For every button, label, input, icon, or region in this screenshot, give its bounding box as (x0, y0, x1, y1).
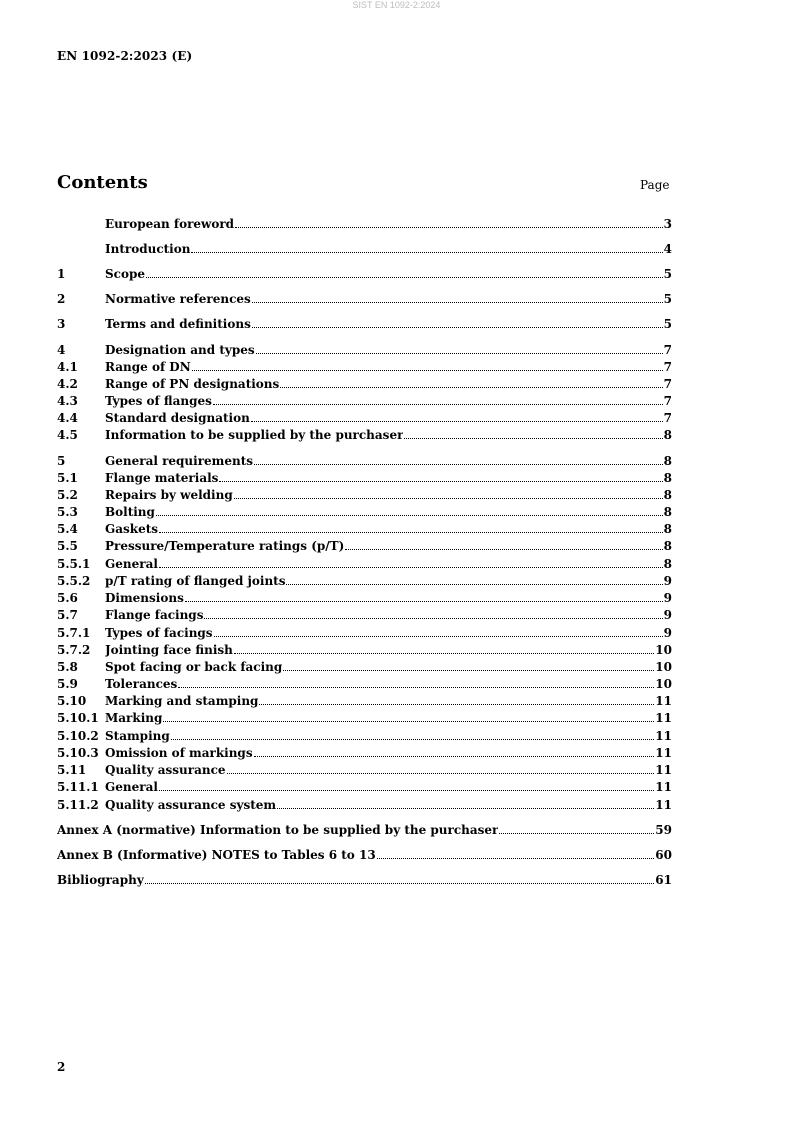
toc-entry-page: 9 (663, 608, 672, 622)
toc-entry-page: 8 (663, 505, 672, 519)
toc-entry-title: Jointing face finish (105, 643, 233, 657)
toc-entry-title: General (105, 557, 158, 571)
toc-entry-page: 10 (655, 643, 672, 657)
toc-entry[interactable] (57, 727, 672, 743)
toc-entry-page: 11 (655, 763, 672, 777)
toc-entry[interactable] (57, 215, 672, 231)
toc-entry-page: 8 (663, 557, 672, 571)
toc-entry[interactable] (57, 358, 672, 374)
toc-entry-number: 5.11.2 (57, 798, 99, 812)
toc-entry-number: 5.10 (57, 694, 87, 708)
toc-entry-number: 5.7.2 (57, 643, 91, 657)
toc-entry-title: p/T rating of flanged joints (105, 574, 286, 588)
toc-entry-page: 7 (663, 360, 672, 374)
toc-entry-number: 4.1 (57, 360, 78, 374)
dot-leader (192, 370, 663, 371)
toc-entry[interactable] (57, 315, 672, 331)
toc-entry[interactable] (57, 761, 672, 777)
toc-entry[interactable] (57, 778, 672, 794)
toc-entry-title: Annex A (normative) Information to be supplied by the purchaser (57, 823, 499, 837)
toc-entry-page: 8 (663, 428, 672, 442)
toc-entry-title: Range of PN designations (105, 377, 280, 391)
toc-entry-title: Dimensions (105, 591, 184, 605)
toc-entry-number: 5.11 (57, 763, 87, 777)
dot-leader (159, 567, 663, 568)
toc-entry[interactable] (57, 709, 672, 725)
dot-leader (234, 498, 663, 499)
toc-entry-title: Stamping (105, 729, 170, 743)
toc-entry-title: Flange facings (105, 608, 204, 622)
dot-leader (214, 636, 663, 637)
dot-leader (251, 421, 663, 422)
toc-entry-number: 5.9 (57, 677, 78, 691)
toc-entry-page: 5 (663, 267, 672, 281)
toc-entry-page: 8 (663, 522, 672, 536)
toc-entry-page: 8 (663, 488, 672, 502)
dot-leader (156, 515, 663, 516)
dot-leader (377, 858, 655, 859)
toc-entry-title: Omission of markings (105, 746, 253, 760)
toc-entry-page: 3 (663, 217, 672, 231)
dot-leader (219, 481, 662, 482)
toc-entry-number: 5.11.1 (57, 780, 99, 794)
dot-leader (204, 618, 662, 619)
toc-entry-number: 5.7.1 (57, 626, 91, 640)
page-number: 2 (57, 1060, 66, 1074)
toc-entry-number: 5.10.3 (57, 746, 99, 760)
toc-entry[interactable] (57, 555, 672, 571)
toc-entry-title: Designation and types (105, 343, 255, 357)
toc-entry-number: 4.4 (57, 411, 78, 425)
toc-entry-page: 59 (655, 823, 672, 837)
toc-entry-number: 1 (57, 267, 66, 281)
dot-leader (283, 670, 654, 671)
dot-leader (145, 883, 655, 884)
dot-leader (159, 790, 654, 791)
dot-leader (185, 601, 663, 602)
toc-entry-page: 9 (663, 591, 672, 605)
dot-leader (159, 532, 663, 533)
toc-entry[interactable] (57, 469, 672, 485)
toc-entry-number: 4 (57, 343, 66, 357)
dot-leader (178, 687, 654, 688)
toc-entry[interactable] (57, 675, 672, 691)
toc-entry-title: Flange materials (105, 471, 219, 485)
toc-entry-page: 61 (655, 873, 672, 887)
toc-entry-title: Gaskets (105, 522, 159, 536)
toc-entry-number: 5.3 (57, 505, 78, 519)
toc-entry-number: 5.5.1 (57, 557, 91, 571)
toc-entry[interactable] (57, 290, 672, 306)
toc-entry[interactable] (57, 452, 672, 468)
toc-entry-title: General (105, 780, 158, 794)
toc-entry-page: 11 (655, 780, 672, 794)
toc-entry[interactable] (57, 240, 672, 256)
toc-entry-number: 5.7 (57, 608, 78, 622)
toc-entry-page: 7 (663, 411, 672, 425)
toc-entry-title: Spot facing or back facing (105, 660, 283, 674)
toc-entry-title: Annex B (Informative) NOTES to Tables 6 to 13 (57, 848, 376, 862)
toc-entry-page: 11 (655, 711, 672, 725)
toc-entry-title: Normative references (105, 292, 251, 306)
toc-entry-number: 5.5 (57, 539, 78, 553)
toc-entry-number: 5.5.2 (57, 574, 91, 588)
toc-entry[interactable] (57, 375, 672, 391)
toc-entry-page: 7 (663, 377, 672, 391)
dot-leader (256, 353, 663, 354)
page-column-label: Page (640, 178, 670, 192)
toc-entry[interactable] (57, 821, 672, 837)
toc-entry-title: Terms and definitions (105, 317, 251, 331)
toc-entry[interactable] (57, 796, 672, 812)
toc-entry-page: 11 (655, 729, 672, 743)
table-of-contents (57, 0, 672, 1122)
toc-entry[interactable] (57, 624, 672, 640)
toc-entry[interactable] (57, 606, 672, 622)
toc-entry-number: 5.4 (57, 522, 78, 536)
toc-entry[interactable] (57, 486, 672, 502)
dot-leader (404, 438, 662, 439)
toc-entry-page: 5 (663, 317, 672, 331)
dot-leader (345, 549, 662, 550)
toc-entry-page: 5 (663, 292, 672, 306)
toc-entry-page: 10 (655, 677, 672, 691)
toc-entry-title: General requirements (105, 454, 254, 468)
dot-leader (227, 773, 655, 774)
toc-entry[interactable] (57, 503, 672, 519)
watermark: SIST EN 1092-2:2024 (352, 0, 441, 10)
toc-entry-page: 8 (663, 471, 672, 485)
toc-entry-title: Bolting (105, 505, 155, 519)
toc-entry-page: 4 (663, 242, 672, 256)
dot-leader (254, 464, 663, 465)
dot-leader (146, 277, 663, 278)
toc-entry-title: Tolerances (105, 677, 178, 691)
toc-entry[interactable] (57, 520, 672, 536)
toc-entry-title: European foreword (105, 217, 235, 231)
toc-entry-number: 4.2 (57, 377, 78, 391)
toc-entry-number: 4.3 (57, 394, 78, 408)
toc-entry-number: 4.5 (57, 428, 78, 442)
dot-leader (280, 387, 662, 388)
toc-entry-page: 7 (663, 343, 672, 357)
toc-entry[interactable] (57, 641, 672, 657)
toc-entry-number: 5.1 (57, 471, 78, 485)
dot-leader (171, 739, 655, 740)
toc-entry-page: 11 (655, 694, 672, 708)
toc-entry[interactable] (57, 392, 672, 408)
toc-entry[interactable] (57, 426, 672, 442)
toc-entry[interactable] (57, 871, 672, 887)
toc-entry[interactable] (57, 692, 672, 708)
toc-entry-title: Standard designation (105, 411, 250, 425)
toc-entry-title: Repairs by welding (105, 488, 233, 502)
dot-leader (254, 756, 655, 757)
dot-leader (252, 302, 663, 303)
dot-leader (277, 808, 654, 809)
toc-entry-page: 11 (655, 746, 672, 760)
toc-entry-title: Introduction (105, 242, 191, 256)
dot-leader (499, 833, 654, 834)
toc-entry-title: Pressure/Temperature ratings (p/T) (105, 539, 345, 553)
toc-entry-page: 60 (655, 848, 672, 862)
toc-entry-page: 8 (663, 454, 672, 468)
toc-entry-number: 5.8 (57, 660, 78, 674)
toc-entry-number: 5.10.2 (57, 729, 99, 743)
toc-entry-title: Types of facings (105, 626, 213, 640)
contents-title: Contents (57, 172, 148, 193)
toc-entry-title: Quality assurance (105, 763, 226, 777)
dot-leader (191, 252, 662, 253)
toc-entry-title: Information to be supplied by the purchaser (105, 428, 404, 442)
toc-entry[interactable] (57, 409, 672, 425)
dot-leader (259, 704, 654, 705)
toc-entry[interactable] (57, 265, 672, 281)
dot-leader (234, 653, 654, 654)
dot-leader (213, 404, 663, 405)
dot-leader (163, 721, 654, 722)
toc-entry-title: Types of flanges (105, 394, 212, 408)
toc-entry-title: Scope (105, 267, 146, 281)
toc-entry-number: 5.2 (57, 488, 78, 502)
dot-leader (286, 584, 662, 585)
toc-entry-number: 2 (57, 292, 66, 306)
toc-entry-number: 5.10.1 (57, 711, 99, 725)
toc-entry[interactable] (57, 537, 672, 553)
toc-entry-title: Range of DN (105, 360, 191, 374)
toc-entry[interactable] (57, 589, 672, 605)
toc-entry-page: 9 (663, 574, 672, 588)
toc-entry-title: Quality assurance system (105, 798, 277, 812)
toc-entry-number: 5 (57, 454, 66, 468)
toc-entry[interactable] (57, 341, 672, 357)
toc-entry-page: 9 (663, 626, 672, 640)
dot-leader (252, 327, 663, 328)
toc-entry-page: 10 (655, 660, 672, 674)
toc-entry[interactable] (57, 846, 672, 862)
toc-entry-title: Marking (105, 711, 163, 725)
toc-entry-number: 5.6 (57, 591, 78, 605)
toc-entry-title: Marking and stamping (105, 694, 259, 708)
toc-entry-number: 3 (57, 317, 66, 331)
toc-entry[interactable] (57, 572, 672, 588)
toc-entry-title: Bibliography (57, 873, 144, 887)
dot-leader (235, 227, 663, 228)
toc-entry-page: 8 (663, 539, 672, 553)
toc-entry[interactable] (57, 658, 672, 674)
toc-entry-page: 11 (655, 798, 672, 812)
document-id: EN 1092-2:2023 (E) (57, 49, 193, 63)
toc-entry-page: 7 (663, 394, 672, 408)
toc-entry[interactable] (57, 744, 672, 760)
